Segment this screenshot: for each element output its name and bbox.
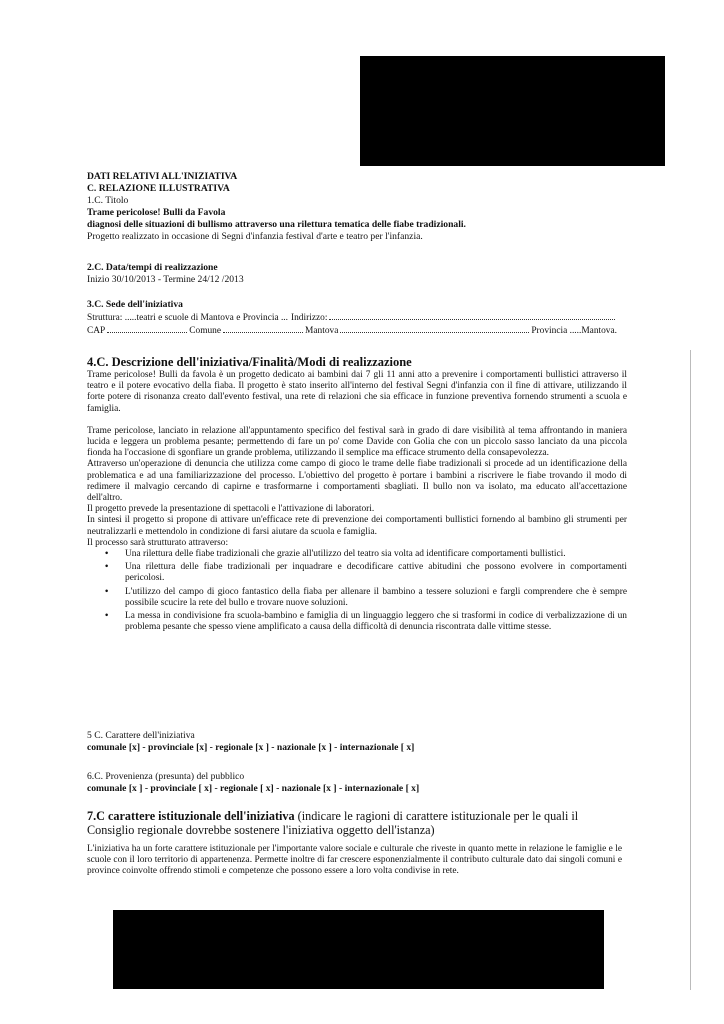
project-note: Progetto realizzato in occasione di Segni d'infanzia festival d'arte e teatro per l'infanzia. xyxy=(87,231,423,242)
section-2-dates: Inizio 30/10/2013 - Termine 24/12 /2013 xyxy=(87,274,244,285)
section-4-paragraph-6: Il processo sarà strutturato attraverso: xyxy=(87,537,229,548)
section-4-heading: 4.C. Descrizione dell'iniziativa/Finalità/Modi di realizzazione xyxy=(87,355,412,369)
cap-row xyxy=(87,324,617,337)
section-2-label: 2.C. Data/tempi di realizzazione xyxy=(87,262,218,273)
section-1-label: 1.C. Titolo xyxy=(87,195,129,206)
section-7-body: L'iniziativa ha un forte carattere istituzionale per l'importante valore sociale e culturale che riveste in quanto mette in relazione le famiglie e le scuole con il loro territorio di appartenenza. Permette inoltre di far crescere esponenzialmente il contributo culturale dato dai singoli comuni e province coinvolte offrendo stimoli e competenze che possono essere a loro volta condivise in rete. xyxy=(87,844,622,877)
section-4-paragraph-4: Il progetto prevede la presentazione di spettacoli e l'attivazione di laboratori. xyxy=(87,504,375,515)
list-item xyxy=(105,611,627,633)
bullet-dot: • xyxy=(105,611,109,622)
project-title: Trame pericolose! Bulli da Favola xyxy=(87,207,226,218)
list-item-text: Una rilettura delle fiabe tradizionali per inquadrare e decodificare cattive abitudini che possono evolvere in comportamenti pericolosi. xyxy=(125,562,627,584)
redaction-box-bottom xyxy=(113,910,604,989)
struttura-row xyxy=(87,311,617,324)
bullet-dot: • xyxy=(105,562,109,573)
provincia-label: Provincia ..... xyxy=(531,326,582,336)
cap-label: CAP xyxy=(87,326,106,336)
bullet-dot: • xyxy=(105,549,109,560)
comune-label: Comune xyxy=(189,326,222,336)
section-3 xyxy=(87,299,617,337)
indirizzo-dots xyxy=(329,311,615,320)
list-item-text: L'utilizzo del campo di gioco fantastico della fiaba per allenare il bambino a tessere soluzioni e fargli comprendere che è sempre possibile scucire la rete del bullo e trovare nuove soluzioni. xyxy=(125,586,627,608)
list-item xyxy=(105,549,627,560)
bullet-dot: • xyxy=(105,586,109,597)
process-list xyxy=(87,549,627,633)
section-6 xyxy=(87,771,557,795)
comune-value: Mantova xyxy=(305,326,339,336)
section-7-heading-bold: 7.C carattere istituzionale dell'iniziativa xyxy=(87,809,295,823)
struttura-label: Struttura: ..... xyxy=(87,313,137,323)
comune-trail-dots xyxy=(340,324,529,333)
section-4-paragraph-1: Trame pericolose! Bulli da favola è un progetto dedicato ai bambini dai 7 gli 11 anni atto a prevenire i comportamenti bullistici attraverso il teatro e il potere evocativo della fiaba. Il progetto è stato inserito all'interno del festival Segni d'infanzia con il fine di attivare, utilizzando il forte potere di risonanza creato dall'evento festival, una rete di relazioni che sia efficace in funzione preventiva fornendo strumenti a scuola e famiglia. xyxy=(87,370,627,414)
section-4-paragraph-5: In sintesi il progetto si propone di attivare un'efficace rete di prevenzione dei comportamenti bullistici fornendo al bambino gli strumenti per neutralizzarli e mettendolo in condizione di farsi aiutare da scuola e famiglia. xyxy=(87,515,627,537)
section-4-paragraph-3: Attraverso un'operazione di denuncia che utilizza come campo di gioco le trame delle fiabe tradizionali si procede ad un identificazione della problematica e ad una familiarizzazione del processo. L'obiettivo del progetto è portare i bambini a riscrivere le fiabe trovando il modo di redimere il malvagio cercando di capirne e trasformarne i comportamenti sbagliati. Il bullo non va isolato, ma educato all'accettazione dell'altro. xyxy=(87,459,627,504)
struttura-value: teatri e scuole di Mantova e Provincia ... xyxy=(136,313,288,323)
header-title-data: DATI RELATIVI ALL'INIZIATIVA xyxy=(87,171,238,182)
section-5-label: 5 C. Carattere dell'iniziativa xyxy=(87,730,195,741)
section-5-options: comunale [x] - provinciale [x] - regionale [x ] - nazionale [x ] - internazionale [ x] xyxy=(87,742,415,753)
list-item xyxy=(105,586,627,609)
section-4-paragraph-2: Trame pericolose, lanciato in relazione all'appuntamento specifico del festival sarà in grado di dare visibilità al tema affrontando in maniera lucida e leggera un problema pesante; permettendo di fare un po' come Davide con Golia che con un piccolo sasso lanciato da una piccola fionda ha l'occasione di sgonfiare un grande problema, utilizzando il semplice ma efficace strumento della consapevolezza. xyxy=(87,425,627,459)
indirizzo-label: Indirizzo: xyxy=(291,313,328,323)
header-title-relazione: C. RELAZIONE ILLUSTRATIVA xyxy=(87,183,230,194)
redaction-box-top xyxy=(360,56,665,166)
project-subtitle: diagnosi delle situazioni di bullismo attraverso una rilettura tematica delle fiabe tradizionali. xyxy=(87,219,466,230)
section-7-heading xyxy=(87,809,622,837)
list-item-text: Una rilettura delle fiabe tradizionali che grazie all'utilizzo del teatro sia volta ad identificare comportamenti bullistici. xyxy=(125,549,566,560)
cap-dots xyxy=(107,324,187,333)
list-item-text: La messa in condivisione fra scuola-bambino e famiglia di un linguaggio leggero che si trasformi in codice di verbalizzazione di un problema pesante che spesso viene amplificato a causa della difficoltà di denuncia riscontrata dalle vittime stesse. xyxy=(125,611,627,633)
section-5 xyxy=(87,730,557,754)
provincia-value: Mantova. xyxy=(581,326,617,336)
section-6-options: comunale [x ] - provinciale [ x] - regionale [ x] - nazionale [x ] - internazionale [ x] xyxy=(87,783,420,794)
section-4 xyxy=(87,355,627,635)
section-3-label: 3.C. Sede dell'iniziativa xyxy=(87,299,183,310)
comune-dots xyxy=(223,324,303,333)
section-7 xyxy=(87,809,622,878)
section-2 xyxy=(87,262,627,286)
page-edge-line xyxy=(690,350,691,990)
section-6-label: 6.C. Provenienza (presunta) del pubblico xyxy=(87,771,245,782)
header-block xyxy=(87,171,627,243)
list-item xyxy=(105,562,627,584)
section-7-heading-rest: (indicare le ragioni di carattere istituzionale per le quali il Consiglio regionale dovrebbe sostenere l'iniziativa oggetto dell'istanza) xyxy=(87,809,579,837)
